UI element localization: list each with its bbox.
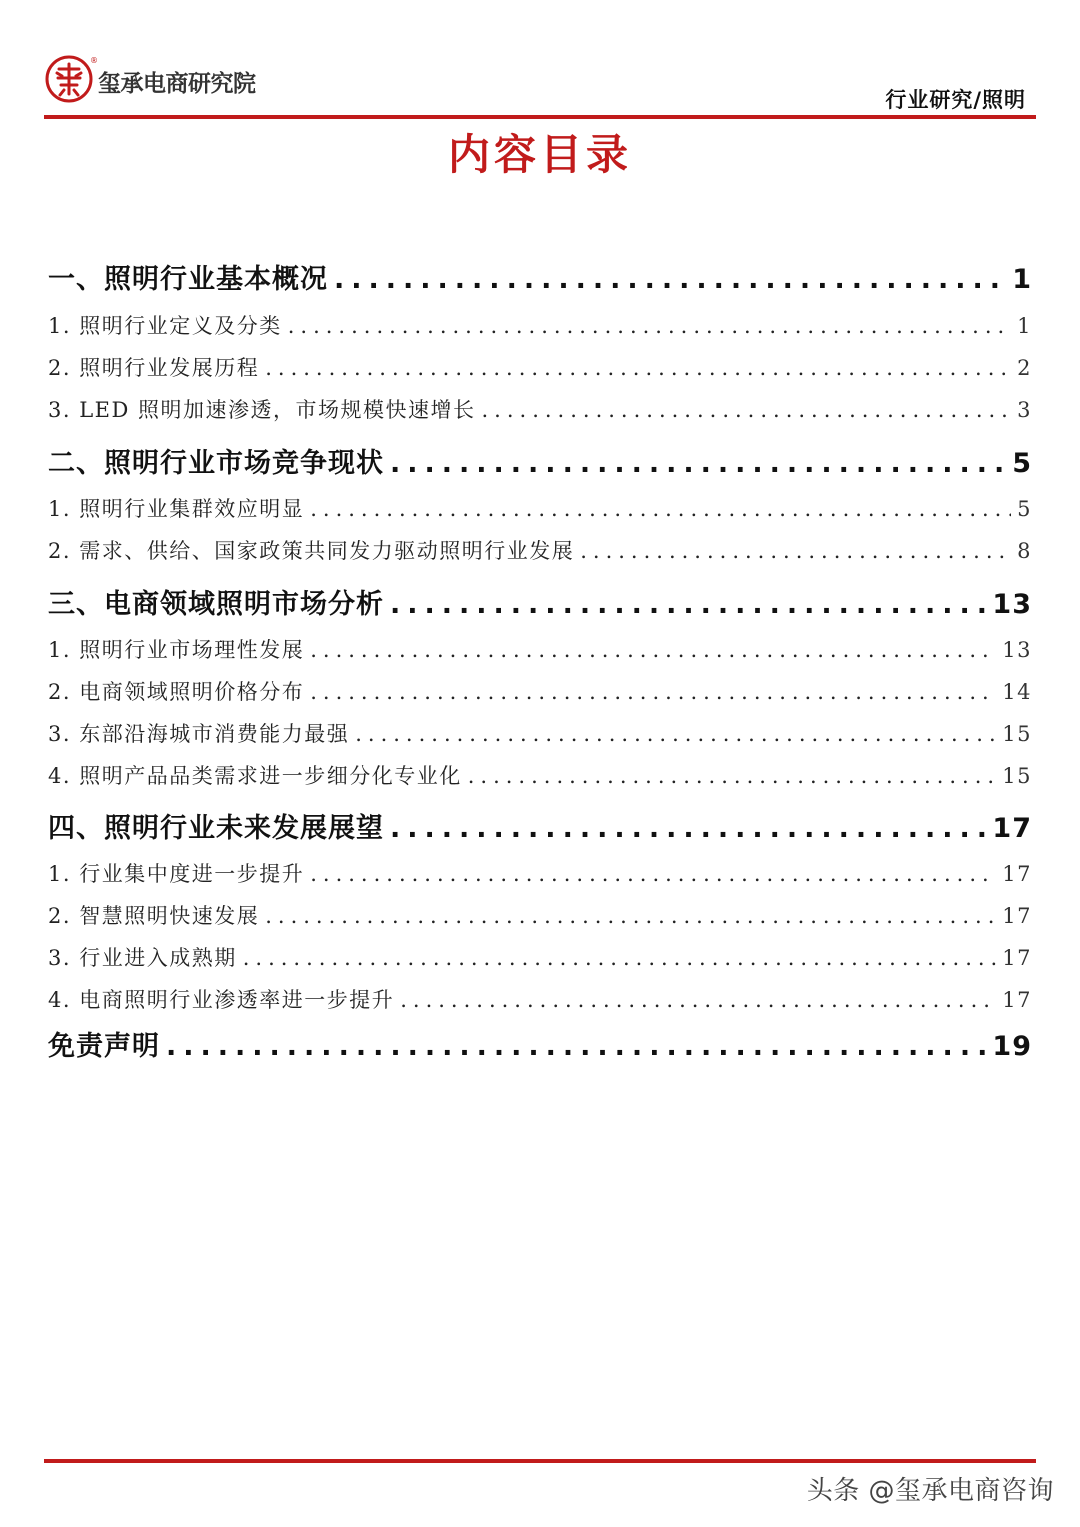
toc-entry-title: 4. 电商照明行业渗透率进一步提升 [48, 988, 395, 1012]
toc-entry-title: 3. 东部沿海城市消费能力最强 [48, 722, 350, 746]
seal-logo-icon [44, 54, 94, 104]
toc-dot-leader [310, 862, 996, 886]
toc-page-number: 1 [1012, 264, 1032, 295]
toc-entry-title: 2. 照明行业发展历程 [48, 356, 260, 380]
toc-section[interactable] [48, 441, 1032, 480]
toc-dot-leader [400, 988, 996, 1012]
toc-page-number: 5 [1012, 448, 1032, 479]
toc-dot-leader [580, 539, 1011, 563]
toc-subsection[interactable] [48, 942, 1032, 972]
toc-subsection[interactable] [48, 535, 1032, 565]
toc-entry-title: 2. 智慧照明快速发展 [48, 904, 260, 928]
toc-page-number: 2 [1017, 356, 1032, 380]
toc-subsection[interactable] [48, 900, 1032, 930]
toc-subsection[interactable] [48, 718, 1032, 748]
toc-dot-leader [390, 448, 1006, 479]
toc-page-number: 17 [1002, 862, 1032, 886]
toc-dot-leader [288, 314, 1011, 338]
toc-entry-title: 1. 照明行业集群效应明显 [48, 497, 305, 521]
toc-page-number: 15 [1002, 722, 1032, 746]
toc-page-number: 15 [1002, 764, 1032, 788]
toc-page-number: 13 [992, 589, 1032, 620]
toc-dot-leader [355, 722, 996, 746]
toc-entry-title: 一、照明行业基本概况 [48, 264, 328, 295]
toc-section[interactable] [48, 257, 1032, 296]
toc-subsection[interactable] [48, 676, 1032, 706]
footer-divider [44, 1459, 1036, 1463]
watermark: 头条 @玺承电商咨询 [806, 1476, 1054, 1506]
toc-entry-title: 2. 需求、供给、国家政策共同发力驱动照明行业发展 [48, 539, 575, 563]
toc-section[interactable] [48, 806, 1032, 845]
toc-page-number: 17 [1002, 988, 1032, 1012]
toc-page-number: 14 [1002, 680, 1032, 704]
toc-dot-leader [310, 497, 1011, 521]
toc-dot-leader [390, 813, 986, 844]
toc-entry-title: 二、照明行业市场竞争现状 [48, 448, 384, 479]
toc-dot-leader [482, 398, 1012, 422]
brand-name: 玺承电商研究院 [98, 70, 256, 97]
toc-dot-leader [310, 638, 996, 662]
toc-subsection[interactable] [48, 493, 1032, 523]
toc-subsection[interactable] [48, 760, 1032, 790]
toc-page-number: 17 [992, 813, 1032, 844]
toc-page-number: 5 [1017, 497, 1032, 521]
toc-section[interactable] [48, 1024, 1032, 1063]
toc-dot-leader [390, 589, 986, 620]
toc-entry-title: 2. 电商领域照明价格分布 [48, 680, 305, 704]
toc-entry-title: 三、电商领域照明市场分析 [48, 589, 384, 620]
toc-page-number: 1 [1017, 314, 1032, 338]
toc-entry-title: 1. 照明行业市场理性发展 [48, 638, 305, 662]
toc-entry-title: 四、照明行业未来发展展望 [48, 813, 384, 844]
page-title: 内容目录 [447, 130, 632, 179]
toc-dot-leader [243, 946, 997, 970]
toc-subsection[interactable] [48, 634, 1032, 664]
header-divider [44, 115, 1036, 119]
toc-dot-leader [468, 764, 997, 788]
toc-subsection[interactable] [48, 984, 1032, 1014]
toc-entry-title: 1. 行业集中度进一步提升 [48, 862, 305, 886]
toc-entry-title: 免责声明 [48, 1031, 160, 1062]
report-category: 行业研究/照明 [885, 88, 1026, 112]
toc-page-number: 17 [1002, 904, 1032, 928]
toc-page-number: 8 [1017, 539, 1032, 563]
toc-dot-leader [310, 680, 996, 704]
toc-subsection[interactable] [48, 858, 1032, 888]
toc-entry-title: 3. LED 照明加速渗透，市场规模快速增长 [48, 398, 476, 422]
toc-entry-title: 1. 照明行业定义及分类 [48, 314, 282, 338]
toc-dot-leader [265, 904, 996, 928]
brand-logo [44, 54, 256, 104]
toc-dot-leader [265, 356, 1011, 380]
toc-page-number: 3 [1017, 398, 1032, 422]
toc-entry-title: 3. 行业进入成熟期 [48, 946, 237, 970]
toc-entry-title: 4. 照明产品品类需求进一步细分化专业化 [48, 764, 462, 788]
toc-dot-leader [334, 264, 1006, 295]
toc-page-number: 17 [1002, 946, 1032, 970]
toc-dot-leader [166, 1031, 986, 1062]
toc-page-number: 19 [992, 1031, 1032, 1062]
page-header [44, 48, 1036, 120]
toc-subsection[interactable] [48, 310, 1032, 340]
toc-subsection[interactable] [48, 352, 1032, 382]
toc-page-number: 13 [1002, 638, 1032, 662]
toc-section[interactable] [48, 582, 1032, 621]
registered-mark-icon: ® [90, 56, 98, 65]
toc-subsection[interactable] [48, 394, 1032, 424]
